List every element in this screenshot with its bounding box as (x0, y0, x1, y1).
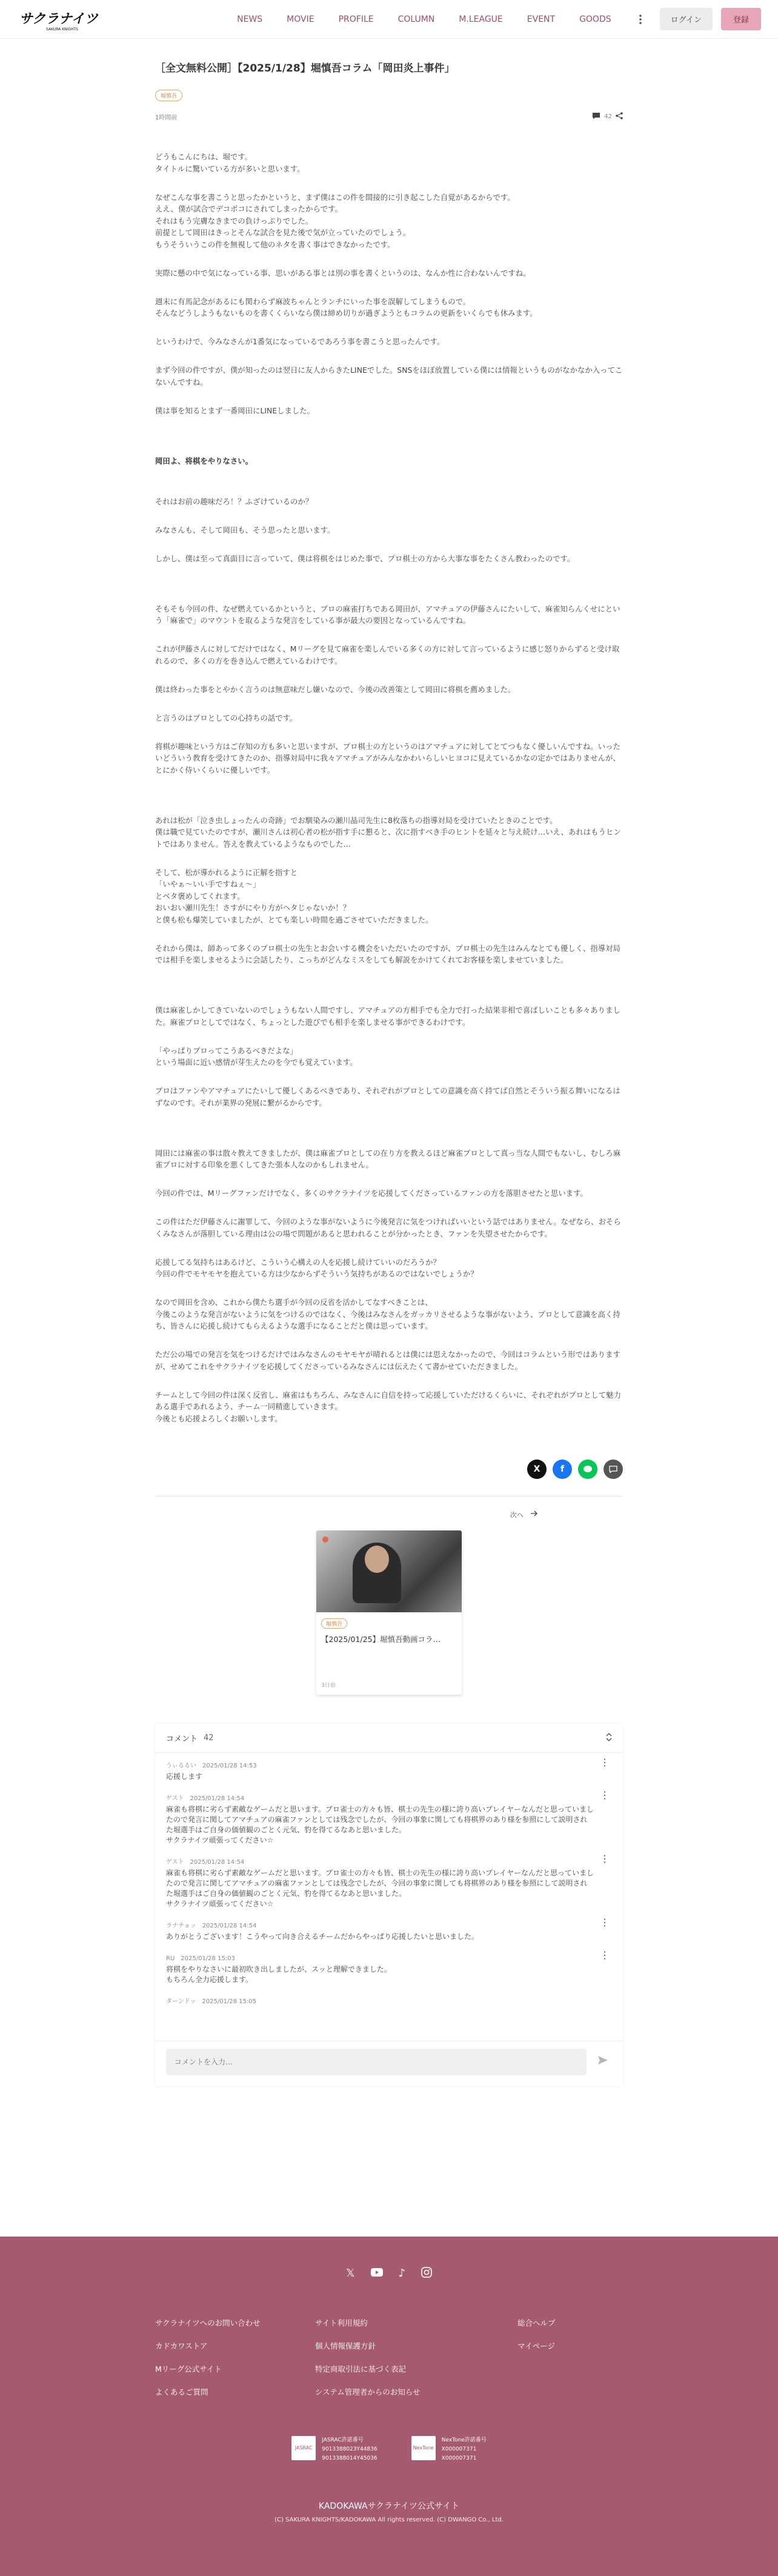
footer-link[interactable]: 個人情報保護方針 (315, 2341, 376, 2351)
paragraph: 応援してる気持ちはあるけど、こういう心構えの人を応援し続けていいのだろうか？ 今回の件でモヤモヤを抱えている方は少なからずそういう気持ちがあるのではないでしょうか？ (155, 1257, 478, 1279)
line-share-icon[interactable] (578, 1460, 597, 1479)
arrow-right-icon[interactable] (531, 1510, 538, 1518)
comment-author-date: ゲスト 2025/01/28 14:54 (166, 1795, 245, 1802)
badge-name: NexTone許諾番号 (441, 2437, 487, 2443)
related-article-thumbnail[interactable] (316, 1530, 462, 1612)
paragraph: なぜこんな事を書こうと思ったかというと、まず僕はこの件を間接的に引き起こした自覚があるからです。 ええ、僕が試合でデコボコにされてしまったからです。 それはもう完膚なきまでの負けっぷりでした。 前提として岡田はきっとそんな試合を見た後で気が立っていたのでしょう。 もうそういうこの件を無視して他のネタを書く事はできなかったです。 (155, 192, 515, 249)
paragraph: チームとして今回の件は深く反省し、麻雀はもちろん、みなさんに自信を持って応援していただけるくらいに、それぞれがプロとして魅力ある選手であれるよう、チーム一同精進していきます。 今後とも応援よろしくお願いします。 (155, 1390, 621, 1423)
nav-movie[interactable]: MOVIE (287, 14, 314, 24)
article-comment-count: 42 (604, 113, 612, 120)
comment-menu-icon[interactable]: ⋮ (600, 1789, 610, 1801)
footer-link[interactable]: 総合ヘルプ (517, 2318, 556, 2327)
paragraph: なので岡田を含め、これから僕たち選手が今回の反省を活かしてなすべきことは、 今後このような発言がないように気をつけるのではなく、今後はみなさんをガッカリさせるような事がないよう、プロとして意識を高く持ち、皆さんに応援し続けてもらえるような選手になることだと僕は思っています。 (155, 1298, 620, 1331)
facebook-share-icon[interactable]: f (553, 1460, 572, 1479)
site-header (0, 0, 778, 39)
comment-item (166, 1786, 612, 1849)
nav-news[interactable]: NEWS (237, 14, 263, 24)
related-article-title[interactable]: 【2025/01/25】堀慎吾動画コラ… (321, 1634, 441, 1644)
comment-text: 麻雀も将棋に劣らず素敵なゲームだと思います。プロ雀士の方々も皆、棋士の先生の様に誇り高いプレイヤーなんだと思っていましたので発言に関してアマチュアの麻雀ファンとしては残念でしたが、今回の事象に関しても将棋界のあり様を参照にして説明された堀選手はご自身の価値観のごとく元気、豹を得てるなあと思いました。 サクラナイツ頑張ってください☆ (166, 1804, 594, 1844)
author-tag[interactable]: 堀慎吾 (155, 90, 182, 101)
footer-link[interactable]: マイページ (517, 2341, 556, 2351)
footer-link[interactable]: サイト利用規約 (315, 2318, 368, 2327)
comment-menu-icon[interactable]: ⋮ (600, 1756, 610, 1768)
share-buttons (155, 1460, 623, 1479)
next-nav[interactable] (155, 1510, 623, 1520)
comment-item (166, 1849, 612, 1913)
divider (155, 1496, 623, 1497)
badge-line: X000007371 (441, 2455, 477, 2461)
footer-link-empty (517, 2386, 623, 2397)
comment-compose (155, 2041, 623, 2086)
comment-icon[interactable] (592, 112, 600, 121)
comment-menu-icon[interactable]: ⋮ (600, 1852, 610, 1864)
article (155, 39, 623, 1695)
youtube-icon[interactable] (371, 2267, 383, 2281)
paragraph: これが伊藤さんに対してだけではなく、Mリーグを見て麻雀を楽しんでいる多くの方に対して言っているように感じ怒りからずると受け取れるので、多くの方を巻き込んで燃えているわけです。 (155, 644, 620, 666)
badge-line: 9013388014Y45036 (322, 2455, 377, 2461)
paragraph: プロはファンやアマチュアにたいして優しくあるべきであり、それぞれがプロとしての意識を高く持てば自然とそういう振る舞いになるはずなのです。それが業界の発展に繋がるからです。 (155, 1086, 620, 1107)
comments-count: 42 (204, 1733, 214, 1743)
paragraph: そもそも今回の件、なぜ燃えているかというと、プロの麻雀打ちである岡田が、アマチュアの伊藤さんにたいして、麻雀知らんくせにという「麻雀で」のマウントを取るような発言をしている事が最大の要因となっているんですね。 (155, 604, 620, 626)
copyright: (C) SAKURA KNIGHTS/KADOKAWA All rights reserved. (C) DWANGO Co., Ltd. (274, 2516, 504, 2523)
nav-mleague[interactable]: M.LEAGUE (459, 14, 503, 24)
comment-author-date: ターンドッ 2025/01/28 15:05 (166, 1998, 257, 2005)
comment-text: 将棋をやりなさいに最初吹き出しましたが、スッと理解できました。 もちろん全力応援します。 (166, 1964, 391, 1984)
send-icon[interactable] (594, 2055, 612, 2068)
paragraph: まず今回の件ですが、僕が知ったのは翌日に友人からきたLINEでした。SNSをほぼ放置している僕には情報というものがなかなか入ってこないんですね。 (155, 365, 623, 387)
footer-link[interactable]: よくあるご質問 (155, 2387, 208, 2397)
nav-event[interactable]: EVENT (527, 14, 556, 24)
paragraph-heading: 岡田よ、将棋をやりなさい。 (155, 456, 253, 465)
tiktok-icon[interactable]: ♪ (398, 2266, 405, 2280)
related-article-tag: 堀慎吾 (321, 1618, 347, 1629)
comment-author-date: ラナチョッ 2025/01/28 14:54 (166, 1922, 257, 1929)
share-icon[interactable] (616, 112, 623, 121)
more-menu-icon[interactable] (634, 12, 647, 27)
paragraph: 実際に懸の中で気になっている事、思いがある事とは別の事を書くというのは、なんか性に合わないんですね。 (155, 268, 531, 278)
login-button[interactable]: ログイン (660, 8, 713, 30)
nav-column[interactable]: COLUMN (397, 14, 435, 24)
paragraph: しかし、僕は至って真面目に言っていて、僕は将棋をはじめた事で、プロ棋士の方から大事な事をたくさん教わったのです。 (155, 553, 575, 563)
x-share-icon[interactable]: X (527, 1460, 547, 1479)
comment-item (166, 1989, 612, 2011)
footer-link[interactable]: 特定商取引法に基づく表記 (315, 2364, 407, 2374)
footer-link[interactable]: サクラナイツへのお問い合わせ (155, 2318, 261, 2327)
paragraph: と言うのはプロとしての心持ちの話です。 (155, 713, 298, 722)
footer-site-name: KADOKAWAサクラナイツ公式サイト (318, 2501, 460, 2511)
comment-input[interactable] (166, 2049, 587, 2075)
next-label[interactable]: 次へ (510, 1510, 524, 1519)
paragraph: そして、松が導かれるように正解を指すと 「いやぁ〜いい手ですねぇ〜」 とベタ褒めしてくれます。 おいおい瀬川先生！さすがにやり方がヘタじゃないか！？ と僕も松も爆笑していましたが、とても楽しい時間を過ごさせていただきました。 (155, 867, 433, 924)
paragraph: あれは松が「泣き虫しょったんの奇跡」でお馴染みの瀬川晶司先生に8枚落ちの指導対局を受けていたときのことです。 僕は職で見ていたのですが、瀬川さんは初心者の松が指す手に懇ると、次に指すべき手のヒントを延々と与え続け…いえ、あれはもうヒントではありません。答えを教えているようなものでした… (155, 815, 621, 849)
paragraph: 「やっぱりプロってこうあるべきだよな」 という場面に近い感情が芽生えたのを今でも覚えています。 (155, 1046, 357, 1067)
badge-name: JASRAC許諾番号 (322, 2437, 364, 2443)
paragraph: 僕は事を知るとまず一番岡田にLINEしました。 (155, 405, 315, 415)
comment-author-date: RU 2025/01/28 15:03 (166, 1955, 235, 1962)
paragraph: 週末に有馬記念があるにも関わらず麻波ちゃんとランチにいった事を誤解してしまうもので。 そんなどうしようもないものを書くくらいなら僕は締め切りが過ぎようともコラムの更新をいくらでも休みます。 (155, 296, 537, 318)
comment-list[interactable] (155, 1753, 623, 2041)
comments-label: コメント (166, 1734, 198, 1744)
site-footer (0, 2237, 778, 2576)
nav-profile[interactable]: PROFILE (338, 14, 374, 24)
article-title: ［全文無料公開］【2025/1/28】堀慎吾コラム「岡田炎上事件」 (155, 62, 455, 75)
paragraph: みなさんも、そして岡田も、そう思ったと思います。 (155, 525, 335, 535)
paragraph: というわけで、今みなさんが1番気になっているであろう事を書こうと思ったんです。 (155, 337, 445, 347)
comment-item (166, 1753, 612, 1786)
comment-item (166, 1913, 612, 1946)
comment-text: 応援します (166, 1772, 203, 1781)
comment-menu-icon[interactable]: ⋮ (600, 1916, 610, 1928)
comment-menu-icon[interactable]: ⋮ (600, 1949, 610, 1961)
footer-link[interactable]: システム管理者からのお知らせ (315, 2387, 421, 2397)
paragraph: 将棋が趣味という方はご存知の方も多いと思いますが、プロ棋士の方というのはアマチュアに対してとてつもなく優しいんですね。いったいどういう教育を受けてきたのか、指導対局中に我々アマチュアがみんなかわいらしいヒヨコに見えているかなの定かではありませんが、とにかく侍いくらいに優しいです。 (155, 741, 620, 775)
badge-line: X000007371 (441, 2446, 477, 2452)
main-nav (225, 8, 761, 30)
comments-panel (155, 1724, 623, 2086)
paragraph: 岡田には麻雀の事は散々教えてきましたが、僕は麻雀プロとしての在り方を教えるほど麻雀プロとして真っ当な人間でもないし、むしろ麻雀プロに対する印象を悪くしてきた張本人なのかもしれません。 (155, 1148, 621, 1170)
paragraph: どうもこんにちは、堀です。 タイトルに驚いている方が多いと思います。 (155, 152, 305, 173)
paragraph: 僕は終わった事をとやかく言うのは無意味だし嫌いなので、今後の改善策として岡田に将棋を薦めました。 (155, 684, 516, 694)
sakura-knights-logo[interactable] (19, 7, 101, 32)
article-actions (592, 112, 623, 121)
comment-item (166, 1946, 612, 1989)
paragraph: この件はただ伊藤さんに謝罪して、今回のような事がないように今後発言に気をつければいいという話ではありません。なぜなら、おそらくみなさんが落胆している理由は公の場で問題があると思われることが分かったとき、ファンを失望させたからです。 (155, 1217, 621, 1238)
badge-line: 9013388023Y44836 (322, 2446, 377, 2452)
social-links (0, 2267, 778, 2281)
license-badges (0, 2436, 778, 2463)
comment-author-date: ゲスト 2025/01/28 14:54 (166, 1858, 245, 1866)
expand-collapse-icon[interactable] (606, 1733, 612, 1743)
footer-link-empty (517, 2363, 623, 2374)
nav-goods[interactable]: GOODS (579, 14, 611, 24)
x-icon[interactable]: 𝕏 (345, 2266, 355, 2280)
jasrac-logo: JASRAC (291, 2436, 316, 2460)
comment-text: ありがとうございます！こうやって向き合えるチームだからやっぱり応援したいと思いました。 (166, 1932, 479, 1941)
article-body (155, 139, 623, 1441)
footer-link[interactable]: カドカワストア (155, 2341, 208, 2351)
svg-text:SAKURA KNIGHTS: SAKURA KNIGHTS (46, 27, 78, 32)
paragraph: 今回の件では、Mリーグファンだけでなく、多くのサクラナイツを応援してくださっているファンの方を落胆させたと思います。 (155, 1189, 588, 1198)
instagram-icon[interactable] (421, 2267, 432, 2281)
comment-text: 麻雀も将棋に劣らず素敵なゲームだと思います。プロ雀士の方々も皆、棋士の先生の様に誇り高いプレイヤーなんだと思っていましたので発言に関してアマチュアの麻雀ファンとしては残念でしたが、今回の事象に関しても将棋界のあり様を参照にして説明された堀選手はご自身の価値観のごとく元気、豹を得てるなあと思いました。 サクラナイツ頑張ってください☆ (166, 1868, 594, 1908)
comment-share-icon[interactable] (603, 1460, 623, 1479)
paragraph: それはお前の趣味だろ！？ふざけているのか？ (155, 496, 313, 506)
nextone-badge (411, 2436, 487, 2463)
article-meta (155, 112, 623, 121)
nextone-logo: NexTone (411, 2436, 436, 2460)
comments-header[interactable] (155, 1724, 623, 1753)
paragraph: それから僕は、師あって多くのプロ棋士の先生とお会いする機会をいただいたのですが、プロ棋士の先生はみんなとても優しく、指導対局では相手を楽しませるように会話したり、こっちがどんなミスをしても解説をかけてくれてお客様を楽しませていました。 (155, 943, 620, 965)
svg-text:サクラナイツ: サクラナイツ (19, 10, 98, 27)
comment-author-date: うぃるるい 2025/01/28 14:53 (166, 1762, 257, 1769)
footer-link[interactable]: Mリーグ公式サイト (155, 2364, 222, 2374)
jasrac-badge (291, 2436, 377, 2463)
footer-links (155, 2317, 623, 2397)
related-article-card[interactable] (316, 1530, 462, 1695)
related-article-time: 3日前 (321, 1682, 336, 1689)
paragraph: 僕は麻雀しかしてきていないのでしょうもない人間ですし、アマチュアの方相手でも全力で打った結果非相で喜ばしいことも多々ありました。麻雀プロとしてではなく、ちょっとした遊びでも相手を楽しませる事ができるわけです。 (155, 1006, 620, 1027)
paragraph: ただ公の場での発言を気をつけるだけではみなさんのモヤモヤが晴れるとは僕には思えなかったので、今回はコラムという形ではありますが、せめてこれをサクラナイツを応援してくださっているみなさんには伝えたくて書かせていただきました。 (155, 1350, 620, 1371)
article-time: 1時間前 (155, 114, 178, 121)
register-button[interactable]: 登録 (721, 8, 761, 30)
